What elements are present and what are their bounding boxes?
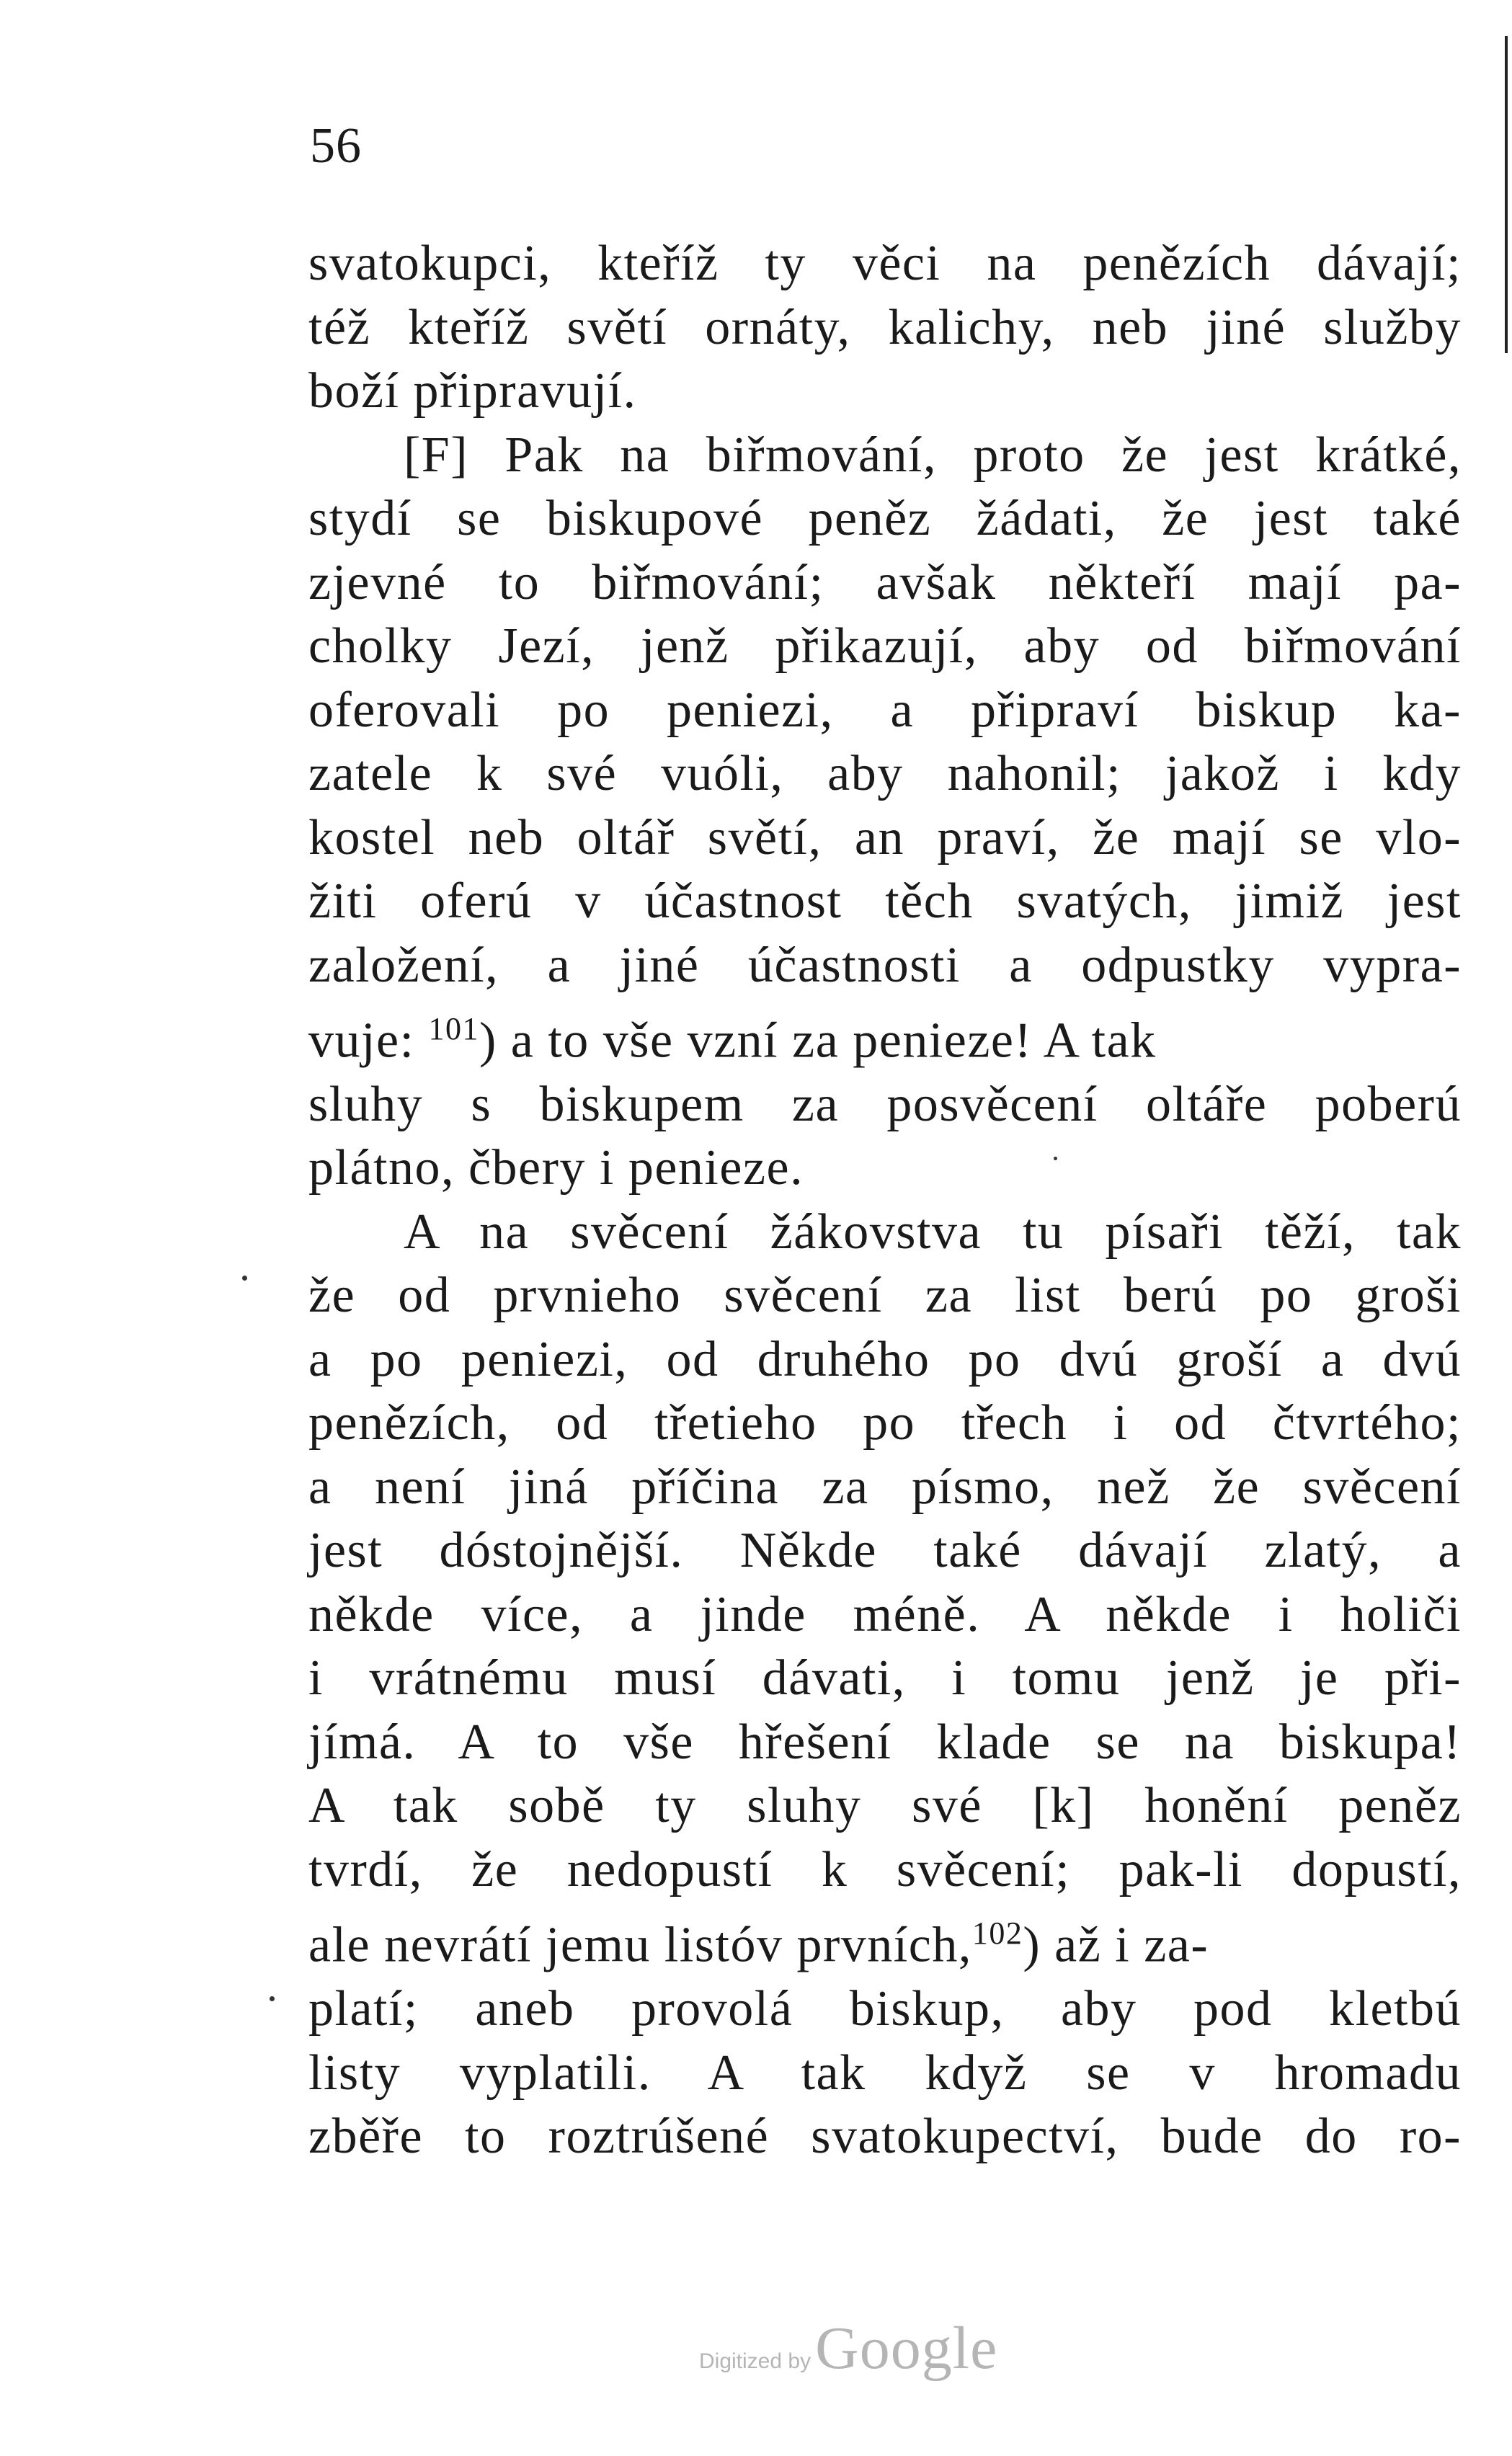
text-line: zběře to roztrúšené svatokupectví, bude do ro- [308, 2109, 1462, 2165]
text-line: plátno, čbery i penieze. [308, 1140, 804, 1196]
text-line: i vrátnému musí dávati, i tomu jenž je při- [308, 1650, 1462, 1707]
text-line: kostel neb oltář světí, an praví, že mají se vlo- [308, 809, 1462, 866]
text-line: boží připravují. [308, 363, 637, 419]
line-text: ale nevrátí jemu listóv prvních, [308, 1917, 972, 1973]
text-line: jímá. A to vše hřešení klade se na biskupa! [308, 1714, 1462, 1770]
text-line: [F] Pak na biřmování, proto že jest krátké, [404, 427, 1462, 483]
paragraph-1 [308, 232, 1462, 424]
text-line: oferovali po peniezi, a připraví biskup ka- [308, 682, 1462, 738]
text-line: tvrdí, že nedopustí k svěcení; pak-li dopustí, [308, 1841, 1462, 1897]
line-text: ) a to vše vzní za penieze! A tak [479, 1013, 1157, 1069]
print-speck [270, 1996, 275, 2001]
google-logo: Google [815, 2315, 998, 2382]
text-line: sluhy s biskupem za posvěcení oltáře poberú [308, 1076, 1462, 1132]
line-text: ) až i za- [1023, 1917, 1209, 1973]
text-line: A tak sobě ty sluhy své [k] honění peněz [308, 1778, 1462, 1834]
text-line: žiti oferú v účastnost těch svatých, jimiž jest [308, 873, 1462, 929]
text-line: že od prvnieho svěcení za list berú po groši [308, 1268, 1462, 1324]
text-line: platí; aneb provolá biskup, aby pod kletbú [308, 1981, 1462, 2037]
digitized-watermark [699, 2313, 997, 2383]
footnote-ref: 102 [971, 1916, 1023, 1952]
paragraph-2 [308, 424, 1462, 1201]
footnote-ref: 101 [428, 1011, 479, 1046]
text-line: A na svěcení žákovstva tu písaři těží, tak [404, 1203, 1462, 1260]
page-number: 56 [310, 118, 362, 174]
text-line: penězích, od třetieho po třech i od čtvrtého; [308, 1395, 1462, 1451]
page-edge-rule [1505, 36, 1508, 353]
text-line: svatokupci, kteříž ty věci na penězích dávají; [308, 236, 1462, 291]
print-speck [1054, 1157, 1057, 1160]
text-line: a není jiná příčina za písmo, než že svěcení [308, 1459, 1462, 1515]
text-line: někde více, a jinde méně. A někde i holiči [308, 1586, 1462, 1642]
text-line: zjevné to biřmování; avšak někteří mají pa- [308, 554, 1462, 610]
watermark-prefix: Digitized by [699, 2349, 811, 2373]
text-line: stydí se biskupové peněz žádati, že jest také [308, 491, 1462, 546]
text-line: a po peniezi, od druhého po dvú groší a dvú [308, 1331, 1462, 1387]
text-line: též kteříž světí ornáty, kalichy, neb jiné služby [308, 299, 1462, 355]
text-line-with-footnote [308, 997, 1462, 1073]
body-text [308, 232, 1462, 2169]
text-line: zatele k své vuóli, aby nahonil; jakož i kdy [308, 746, 1462, 801]
text-line: cholky Jezí, jenž přikazují, aby od biřmování [308, 618, 1462, 674]
paragraph-3 [308, 1201, 1462, 2169]
text-line-with-footnote [308, 1902, 1462, 1977]
text-line: listy vyplatili. A tak když se v hromadu [308, 2045, 1462, 2101]
line-text: vuje: [308, 1013, 415, 1069]
text-line: jest dóstojnější. Někde také dávají zlatý, a [308, 1523, 1462, 1579]
text-line: založení, a jiné účastnosti a odpustky vypra- [308, 937, 1462, 993]
print-speck [242, 1276, 247, 1281]
